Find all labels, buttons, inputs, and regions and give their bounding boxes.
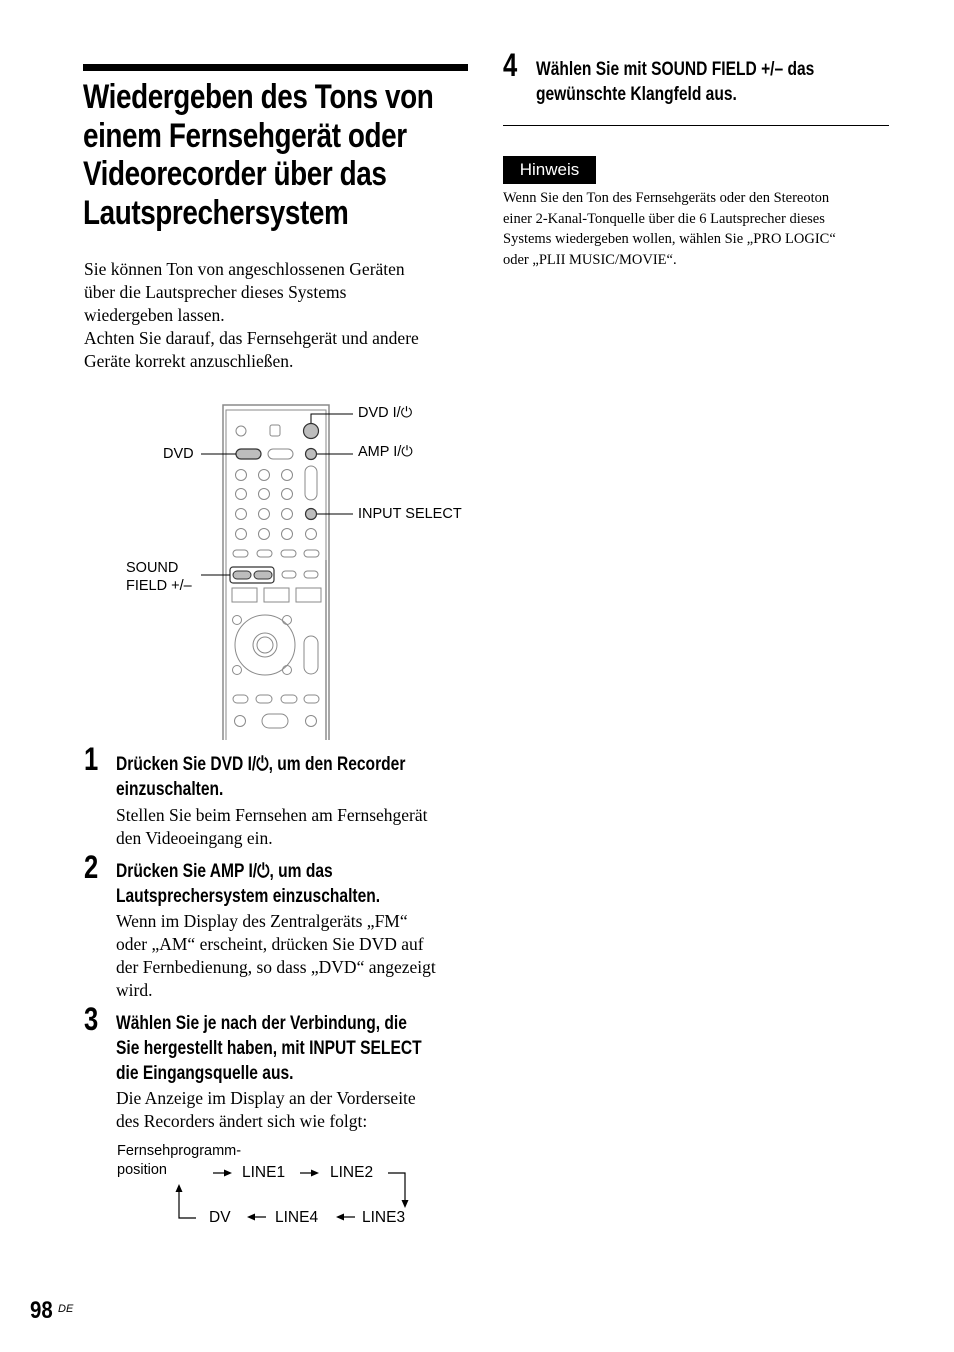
text-line: SOUND — [126, 560, 179, 576]
text-line: Sie können Ton von angeschlossenen Geräten — [84, 259, 405, 279]
step-heading — [116, 752, 469, 802]
callout-dvd: DVD — [163, 446, 194, 462]
step-number: 3 — [84, 1001, 99, 1037]
flow-line4: LINE4 — [275, 1209, 319, 1226]
text-line: Wenn im Display des Zentralgeräts „FM“ — [116, 911, 408, 931]
flow-line2: LINE2 — [330, 1164, 374, 1181]
title-line: einem Fernsehgerät oder — [83, 116, 407, 155]
text-line: wiedergeben lassen. — [84, 305, 225, 325]
step-body — [116, 804, 428, 850]
page-title — [83, 78, 473, 232]
step-number: 1 — [84, 741, 99, 777]
text-line: oder „PLII MUSIC/MOVIE“. — [503, 251, 677, 268]
text-line: Systems wiedergeben wollen, wählen Sie „PRO LOGIC“ — [503, 231, 836, 247]
text-line: Geräte korrekt anzuschließen. — [84, 351, 294, 371]
text-line: Drücken Sie DVD I/⏻, um den Recorder — [116, 754, 406, 775]
step-number: 2 — [84, 849, 99, 885]
text-line: gewünschte Klangfeld aus. — [536, 84, 737, 105]
text-line: wird. — [116, 980, 153, 1000]
text-line: Wenn Sie den Ton des Fernsehgeräts oder den Stereoton — [503, 190, 830, 206]
intro-text — [84, 258, 468, 373]
text-line: Wählen Sie je nach der Verbindung, die — [116, 1013, 407, 1034]
text-line: Sie hergestellt haben, mit INPUT SELECT — [116, 1038, 422, 1059]
callout-input-select: INPUT SELECT — [358, 506, 462, 522]
text-line: des Recorders ändert sich wie folgt: — [116, 1111, 368, 1131]
step-body — [116, 1087, 416, 1133]
text-line: position — [117, 1162, 167, 1178]
step-heading — [116, 859, 438, 909]
text-line: Stellen Sie beim Fernsehen am Fernsehgerät — [116, 805, 428, 825]
title-line: Videorecorder über das — [83, 155, 387, 193]
title-line: Wiedergeben des Tons von — [83, 78, 434, 116]
title-line: Lautsprechersystem — [83, 193, 349, 232]
text-line: Fernsehprogramm- — [117, 1143, 242, 1159]
callout-amp-power: AMP I/⏻ — [358, 444, 413, 460]
page-number: 98 — [30, 1297, 53, 1324]
title-rule — [83, 64, 468, 71]
callout-dvd-power: DVD I/⏻ — [358, 405, 413, 421]
text-line: über die Lautsprecher dieses Systems — [84, 282, 347, 302]
section-divider — [503, 125, 889, 126]
callout-sound-field — [126, 559, 192, 595]
text-line: einzuschalten. — [116, 779, 224, 800]
flow-line1: LINE1 — [242, 1164, 286, 1181]
text-line: Wählen Sie mit SOUND FIELD +/– das — [536, 59, 815, 80]
flow-line3: LINE3 — [362, 1209, 406, 1226]
text-line: die Eingangsquelle aus. — [116, 1063, 294, 1084]
text-line: Lautsprechersystem einzuschalten. — [116, 886, 381, 907]
text-line: Achten Sie darauf, das Fernsehgerät und andere — [84, 328, 419, 348]
note-badge: Hinweis — [503, 156, 596, 184]
text-line: der Fernbedienung, so dass „DVD“ angezeigt — [116, 957, 436, 977]
step-number: 4 — [503, 47, 518, 83]
note-text — [503, 188, 891, 270]
page-number-suffix: DE — [58, 1303, 74, 1315]
intro-paragraph-2 — [84, 327, 468, 373]
text-line: Drücken Sie AMP I/⏻, um das — [116, 861, 333, 882]
text-line: den Videoeingang ein. — [116, 828, 273, 848]
text-line: Die Anzeige im Display an der Vorderseite — [116, 1088, 416, 1108]
text-line: oder „AM“ erscheint, drücken Sie DVD auf — [116, 934, 424, 954]
text-line: einer 2-Kanal-Tonquelle über die 6 Lautsprecher dieses — [503, 210, 825, 227]
step-heading — [116, 1011, 489, 1086]
text-line: FIELD +/– — [126, 578, 192, 594]
step-heading — [536, 57, 875, 107]
flow-dv: DV — [209, 1209, 231, 1226]
step-body — [116, 910, 436, 1002]
intro-paragraph-1 — [84, 258, 468, 327]
